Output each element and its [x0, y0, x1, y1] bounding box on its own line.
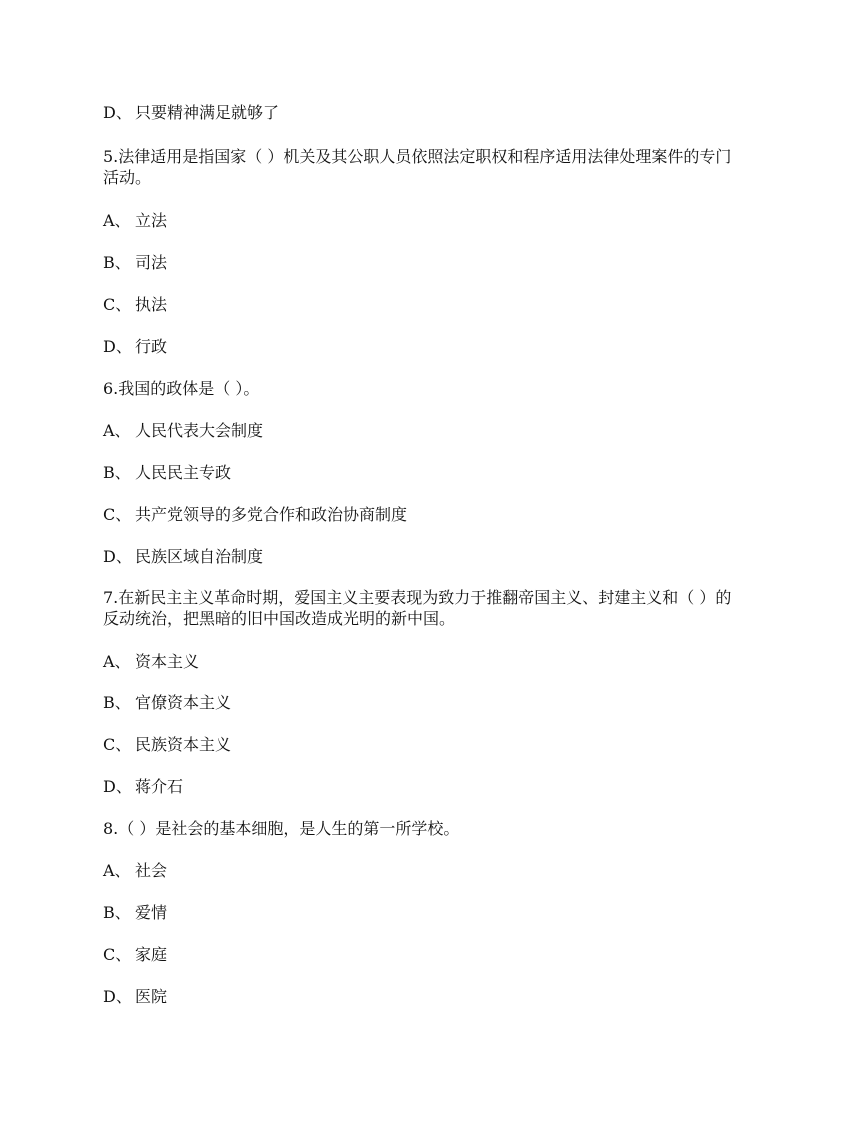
option-d-q6 [103, 546, 773, 567]
option-text: 官僚资本主义 [135, 693, 232, 712]
option-d-q5 [103, 336, 773, 357]
question-7 [103, 587, 773, 629]
option-text: 家庭 [135, 945, 168, 964]
option-d-q8 [103, 986, 773, 1007]
option-letter: B、 [103, 463, 131, 482]
option-letter: D、 [103, 337, 132, 356]
option-text: 社会 [135, 861, 168, 880]
option-d-q7 [103, 776, 773, 797]
option-letter: C、 [103, 945, 132, 964]
question-text-line-1: 5.法律适用是指国家（ ）机关及其公职人员依照法定职权和程序适用法律处理案件的专门 [103, 147, 732, 166]
option-letter: B、 [103, 693, 131, 712]
option-a-q6 [103, 420, 773, 441]
option-letter: D、 [103, 987, 132, 1006]
option-letter: D、 [103, 103, 132, 122]
option-letter: A、 [103, 861, 131, 880]
question-8 [103, 818, 773, 839]
question-text-line-2: 反动统治，把黑暗的旧中国改造成光明的新中国。 [103, 609, 456, 628]
option-letter: A、 [103, 652, 131, 671]
option-c-q7 [103, 734, 773, 755]
question-text-line-1: 7.在新民主主义革命时期，爱国主义主要表现为致力于推翻帝国主义、封建主义和（ ）的 [103, 588, 732, 607]
option-letter: C、 [103, 295, 132, 314]
option-text: 司法 [135, 253, 168, 272]
option-c-q5 [103, 294, 773, 315]
option-b-q7 [103, 692, 773, 713]
option-a-q8 [103, 860, 773, 881]
option-text: 立法 [135, 211, 168, 230]
option-text: 共产党领导的多党合作和政治协商制度 [135, 505, 408, 524]
option-d-q4 [103, 102, 773, 123]
option-text: 人民代表大会制度 [135, 421, 264, 440]
option-a-q7 [103, 651, 773, 672]
option-text: 行政 [135, 337, 168, 356]
option-letter: C、 [103, 735, 132, 754]
option-text: 人民民主专政 [135, 463, 232, 482]
option-letter: D、 [103, 777, 132, 796]
option-text: 资本主义 [135, 652, 200, 671]
option-b-q6 [103, 462, 773, 483]
option-letter: D、 [103, 547, 132, 566]
option-b-q8 [103, 902, 773, 923]
option-text: 只要精神满足就够了 [135, 103, 280, 122]
option-a-q5 [103, 210, 773, 231]
option-text: 爱情 [135, 903, 168, 922]
option-letter: B、 [103, 253, 131, 272]
question-text-line-1: 8.（ ）是社会的基本细胞，是人生的第一所学校。 [103, 819, 460, 838]
option-text: 民族区域自治制度 [135, 547, 264, 566]
option-text: 蒋介石 [135, 777, 184, 796]
question-5 [103, 146, 773, 188]
option-text: 执法 [135, 295, 168, 314]
option-letter: B、 [103, 903, 131, 922]
option-c-q6 [103, 504, 773, 525]
option-text: 民族资本主义 [135, 735, 232, 754]
option-text: 医院 [135, 987, 168, 1006]
question-text-line-2: 活动。 [103, 168, 152, 187]
option-c-q8 [103, 944, 773, 965]
option-letter: A、 [103, 421, 131, 440]
option-b-q5 [103, 252, 773, 273]
question-text-line-1: 6.我国的政体是（ ）。 [103, 379, 260, 398]
question-6 [103, 378, 773, 399]
option-letter: C、 [103, 505, 132, 524]
option-letter: A、 [103, 211, 131, 230]
